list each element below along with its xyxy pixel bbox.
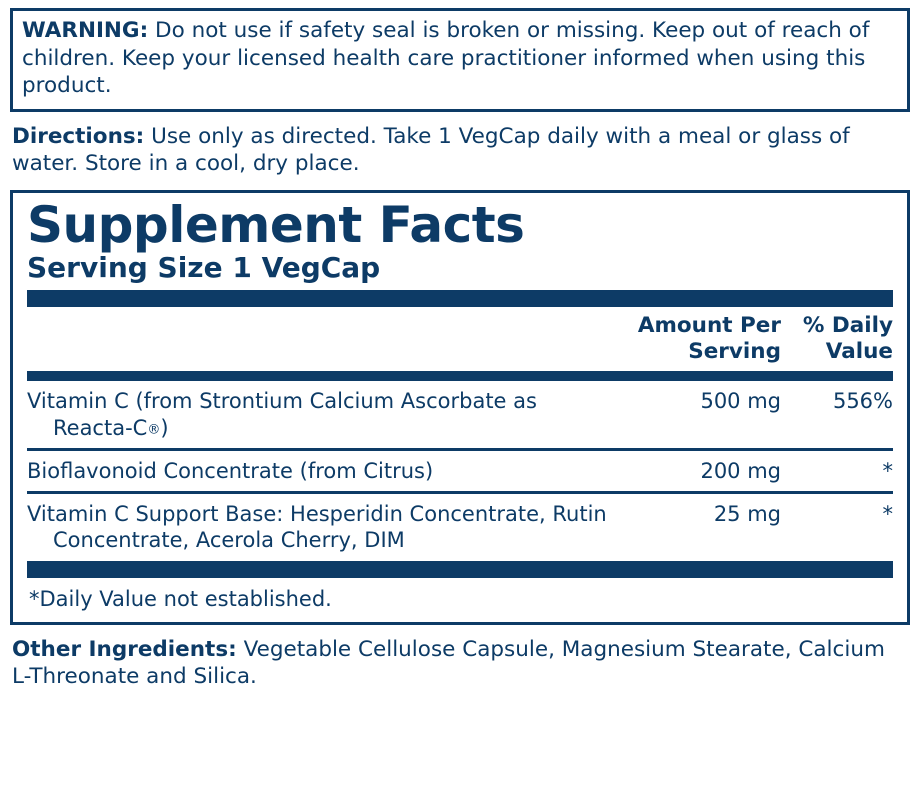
registered-trademark-icon: ® xyxy=(147,422,161,438)
table-row xyxy=(27,494,893,561)
row-1-amount: 500 mg xyxy=(700,389,781,414)
header-blank xyxy=(27,307,631,372)
header-dv-line1: % Daily xyxy=(802,312,893,338)
supplement-facts-title: Supplement Facts xyxy=(27,195,525,254)
row-3-name-line1: Vitamin C Support Base: Hesperidin Concentrate, Rutin xyxy=(27,502,607,527)
row-1-name-line1: Vitamin C (from Strontium Calcium Ascorbate as xyxy=(27,389,537,414)
divider-medium xyxy=(27,371,893,381)
header-amount-line2: Serving xyxy=(688,338,781,364)
row-2-daily-value: * xyxy=(882,458,893,483)
table-header-row xyxy=(27,307,893,372)
table-row xyxy=(27,381,893,448)
other-ingredients-label: Other Ingredients: xyxy=(12,636,237,662)
other-ingredients-body: Vegetable Cellulose Capsule, Magnesium Stearate, Calcium L-Threonate and Silica. xyxy=(12,636,885,690)
directions-body: Use only as directed. Take 1 VegCap daily with a meal or glass of water. Store in a cool, dry place. xyxy=(12,123,850,177)
warning-body: Do not use if safety seal is broken or missing. Keep out of reach of children. Keep your licensed health care practitioner informed when using this product. xyxy=(22,18,870,99)
row-2-amount: 200 mg xyxy=(700,458,781,483)
directions-paragraph xyxy=(10,123,910,178)
supplement-facts-table xyxy=(27,307,893,561)
row-2-name: Bioflavonoid Concentrate (from Citrus) xyxy=(27,458,434,483)
other-ingredients-paragraph xyxy=(10,636,910,691)
directions-label: Directions: xyxy=(12,123,145,149)
row-1-name xyxy=(27,381,631,448)
header-dv-line2: Value xyxy=(825,338,893,364)
divider-after-header-cell xyxy=(27,371,893,381)
table-row xyxy=(27,451,893,491)
warning-box xyxy=(10,8,910,112)
row-3-amount: 25 mg xyxy=(713,502,781,527)
daily-value-footnote: *Daily Value not established. xyxy=(29,586,332,611)
row-1-name-line2: Reacta-C®) xyxy=(53,415,169,440)
warning-paragraph xyxy=(22,17,898,100)
divider-after-header-row xyxy=(27,371,893,381)
row-3-daily-value: * xyxy=(882,502,893,527)
header-amount-line1: Amount Per xyxy=(637,312,781,338)
serving-size: Serving Size 1 VegCap xyxy=(27,250,381,284)
header-daily-value xyxy=(781,307,893,372)
row-3-name-line2: Concentrate, Acerola Cherry, DIM xyxy=(53,528,405,553)
supplement-facts-panel xyxy=(10,190,910,625)
warning-label: WARNING: xyxy=(22,18,149,43)
divider-thick-top xyxy=(27,290,893,307)
header-amount-per-serving xyxy=(631,307,781,372)
row-3-name xyxy=(27,494,631,561)
row-1-daily-value: 556% xyxy=(832,389,893,414)
divider-thick-bottom xyxy=(27,561,893,578)
